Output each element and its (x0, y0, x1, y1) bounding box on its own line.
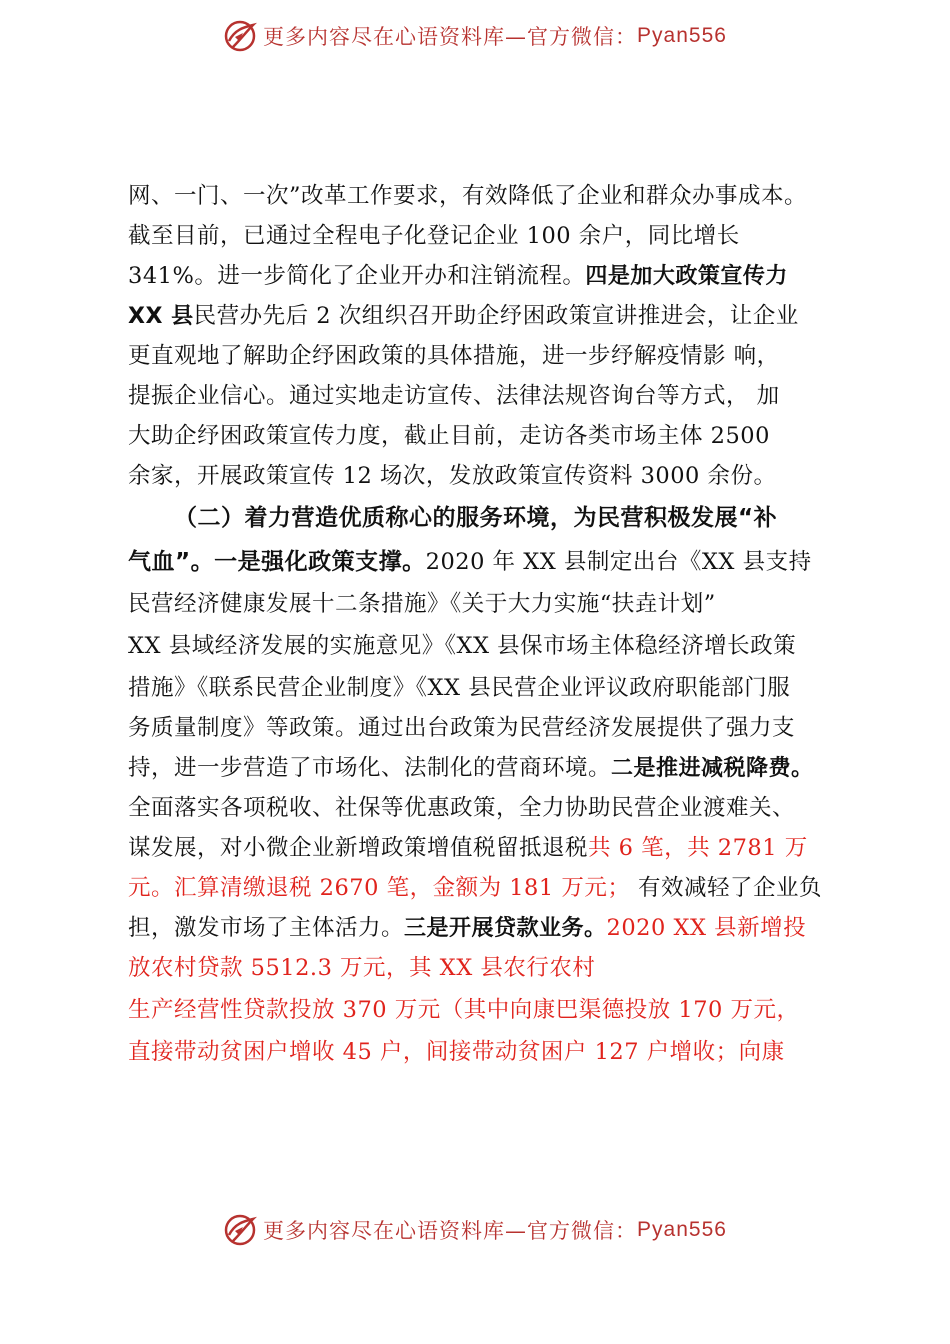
text-line: 更直观地了解助企纾困政策的具体措施，进一步纾解疫情影 响， (128, 343, 780, 369)
banner-text: 更多内容尽在心语资料库—官方微信： (263, 1219, 638, 1243)
text-line: 气血”。一是强化政策支撑。2020 年 XX 县制定出台《XX 县支持 (128, 549, 812, 575)
bold-heading: 四是加大政策宣传力 (585, 264, 788, 289)
header-watermark (0, 16, 950, 56)
bold-heading: 二是推进减税降费。 (611, 756, 814, 781)
text-line: 全面落实各项税收、社保等优惠政策，全力协助民营企业渡难关、 (128, 795, 796, 821)
text-line: 截至目前，已通过全程电子化登记企业 100 余户，同比增长 (128, 223, 740, 249)
text-line: 元。汇算清缴退税 2670 笔，金额为 181 万元； 有效减轻了企业负 (128, 875, 822, 901)
text-line: 提振企业信心。通过实地走访宣传、法律法规咨询台等方式， 加 (128, 383, 780, 409)
banner-wechat-id: Pyan556 (637, 1218, 727, 1241)
banner-text: 更多内容尽在心语资料库—官方微信： (263, 25, 638, 49)
text-line: 谋发展，对小微企业新增政策增值税留抵退税共 6 笔，共 2781 万 (128, 835, 808, 861)
text-line: 余家，开展政策宣传 12 场次，发放政策宣传资料 3000 余份。 (128, 463, 777, 489)
footer-watermark (0, 1210, 950, 1250)
text-line: 341%。进一步简化了企业开办和注销流程。四是加大政策宣传力 (128, 263, 788, 289)
text-line: XX 县民营办先后 2 次组织召开助企纾困政策宣讲推进会，让企业 (128, 303, 799, 329)
logo-icon (223, 1213, 257, 1247)
section-heading: （二）着力营造优质称心的服务环境，为民营积极发展“补 (174, 505, 778, 531)
text-line: 直接带动贫困户增收 45 户，间接带动贫困户 127 户增收；向康 (128, 1039, 785, 1065)
logo-icon (223, 19, 257, 53)
text-line: 放农村贷款 5512.3 万元，其 XX 县农行农村 (128, 955, 596, 981)
text-line: 持，进一步营造了市场化、法制化的营商环境。二是推进减税降费。 (128, 755, 814, 781)
document-body (128, 176, 868, 1072)
text-line: 网、一门、一次”改革工作要求，有效降低了企业和群众办事成本。 (128, 183, 808, 209)
text-line: 措施》《联系民营企业制度》《XX 县民营企业评议政府职能部门服 (128, 675, 791, 701)
text-line: XX 县域经济发展的实施意见》《XX 县保市场主体稳经济增长政策 (128, 633, 797, 659)
text-line: 担，激发市场了主体活力。三是开展贷款业务。2020 XX 县新增投 (128, 915, 807, 941)
text-line: 务质量制度》等政策。通过出台政策为民营经济发展提供了强力支 (128, 715, 796, 741)
bold-heading: 三是开展贷款业务。 (404, 916, 607, 941)
text-line: 大助企纾困政策宣传力度，截止目前，走访各类市场主体 2500 (128, 423, 770, 449)
text-line: 生产经营性贷款投放 370 万元（其中向康巴渠德投放 170 万元， (128, 997, 800, 1023)
text-line: 民营经济健康发展十二条措施》《关于大力实施“扶垚计划” (128, 591, 716, 617)
banner-wechat-id: Pyan556 (637, 24, 727, 47)
